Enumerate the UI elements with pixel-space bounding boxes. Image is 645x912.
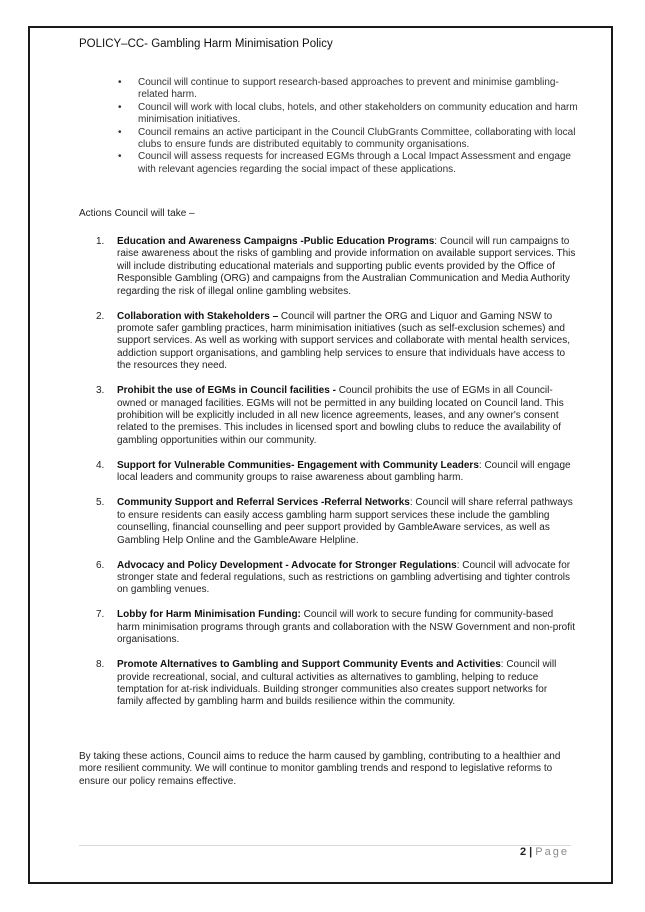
action-item (96, 385, 576, 447)
action-item (96, 659, 576, 709)
action-number: 7. (96, 609, 105, 621)
action-title: Support for Vulnerable Communities- Engagement with Community Leaders (117, 459, 479, 471)
action-text: : Council will advocate for stronger state and federal regulations, such as restrictions on gambling advertising and tighter controls on gambling venues. (117, 559, 571, 596)
action-text: Council will work to secure funding for community-based harm minimisation programs through grants and collaboration with the NSW Government and non-profit organisations. (117, 609, 575, 646)
action-number: 6. (96, 559, 105, 571)
policy-bullet-list (118, 77, 578, 176)
closing-paragraph: By taking these actions, Council aims to reduce the harm caused by gambling, contributing to a healthier and more resilient community. We will continue to monitor gambling trends and respond to legislative reforms to ensure our policy remains effective. (79, 751, 561, 787)
action-item (96, 609, 576, 646)
action-number: 8. (96, 659, 105, 671)
page-number-value: 2 (519, 846, 527, 858)
action-text: : Council will share referral pathways to ensure residents can easily access gambling harm support services these include the gambling counselling, financial counselling and peer support provided by GambleAware services, as well as Gambling Help Online and the GambleAware Helpline. (117, 497, 573, 546)
action-number: 3. (96, 385, 105, 397)
action-text: Council will partner the ORG and Liquor and Gaming NSW to promote safer gambling practices, harm minimisation initiatives (such as self-exclusion schemes) and support services. As well as working with support services and collaborate with mental health services, addiction support organisations, and gambling help services to ensure that individuals have access to the resources they need. (117, 310, 570, 372)
actions-intro: Actions Council will take – (79, 208, 195, 219)
action-number: 5. (96, 497, 105, 509)
action-text: : Council will engage local leaders and community groups to raise awareness about gambling harm. (117, 459, 571, 484)
action-title: Advocacy and Policy Development - Advocate for Stronger Regulations (117, 559, 457, 571)
bullet-item: • Council will work with local clubs, hotels, and other stakeholders on community education and harm minimisation initiatives. (118, 102, 578, 127)
bullet-item: • Council remains an active participant in the Council ClubGrants Committee, collaborating with local clubs to ensure funds are distributed equitably to community organisations. (118, 127, 578, 152)
action-number: 4. (96, 459, 105, 471)
action-title: Collaboration with Stakeholders – (117, 310, 279, 322)
page-label: Page (535, 846, 569, 858)
page-header-title: POLICY–CC- Gambling Harm Minimisation Policy (79, 38, 333, 50)
action-item (96, 460, 576, 485)
action-text: Council prohibits the use of EGMs in all Council-owned or managed facilities. EGMs will not be permitted in any building located on Council land. This prohibition will be explicitly included in all new licence agreements, leases, and any owner's consent related to the premises. This includes in licensed sport and bowling clubs to reduce the availability of gambling opportunities within our community. (117, 385, 564, 446)
action-title: Lobby for Harm Minimisation Funding: (117, 609, 301, 621)
action-item (96, 560, 576, 597)
action-number: 1. (96, 236, 105, 247)
action-title: Education and Awareness Campaigns -Public Education Programs (117, 236, 435, 247)
action-title: Prohibit the use of EGMs in Council facilities - (117, 385, 336, 397)
page-number-separator: | (529, 846, 533, 858)
action-item (96, 497, 576, 547)
bullet-item: • Council will assess requests for increased EGMs through a Local Impact Assessment and engage with relevant agencies regarding the social impact of these applications. (118, 151, 578, 176)
action-item (96, 311, 576, 373)
footer-divider (79, 845, 571, 846)
action-number: 2. (96, 310, 105, 322)
page-number (520, 846, 569, 858)
action-item (96, 236, 576, 298)
actions-list (96, 236, 576, 721)
bullet-item: • Council will continue to support research-based approaches to prevent and minimise gambling-related harm. (118, 77, 578, 102)
action-text: : Council will provide recreational, social, and cultural activities as alternatives to gambling, helping to reduce temptation for at-risk individuals. Building stronger communities also creates support networks for family affected by gambling harm and builds resilience within the community. (117, 659, 557, 708)
action-title: Promote Alternatives to Gambling and Support Community Events and Activities (117, 659, 501, 671)
action-title: Community Support and Referral Services -Referral Networks (117, 497, 410, 509)
action-text: : Council will run campaigns to raise awareness about the risks of gambling and provide information on available support services. This will include distributing educational materials and supporting public events provided by the Office of Responsible Gambling (ORG) and campaigns from the Australian Communication and Media Authority regarding the risk of illegal online gambling websites. (117, 236, 576, 297)
